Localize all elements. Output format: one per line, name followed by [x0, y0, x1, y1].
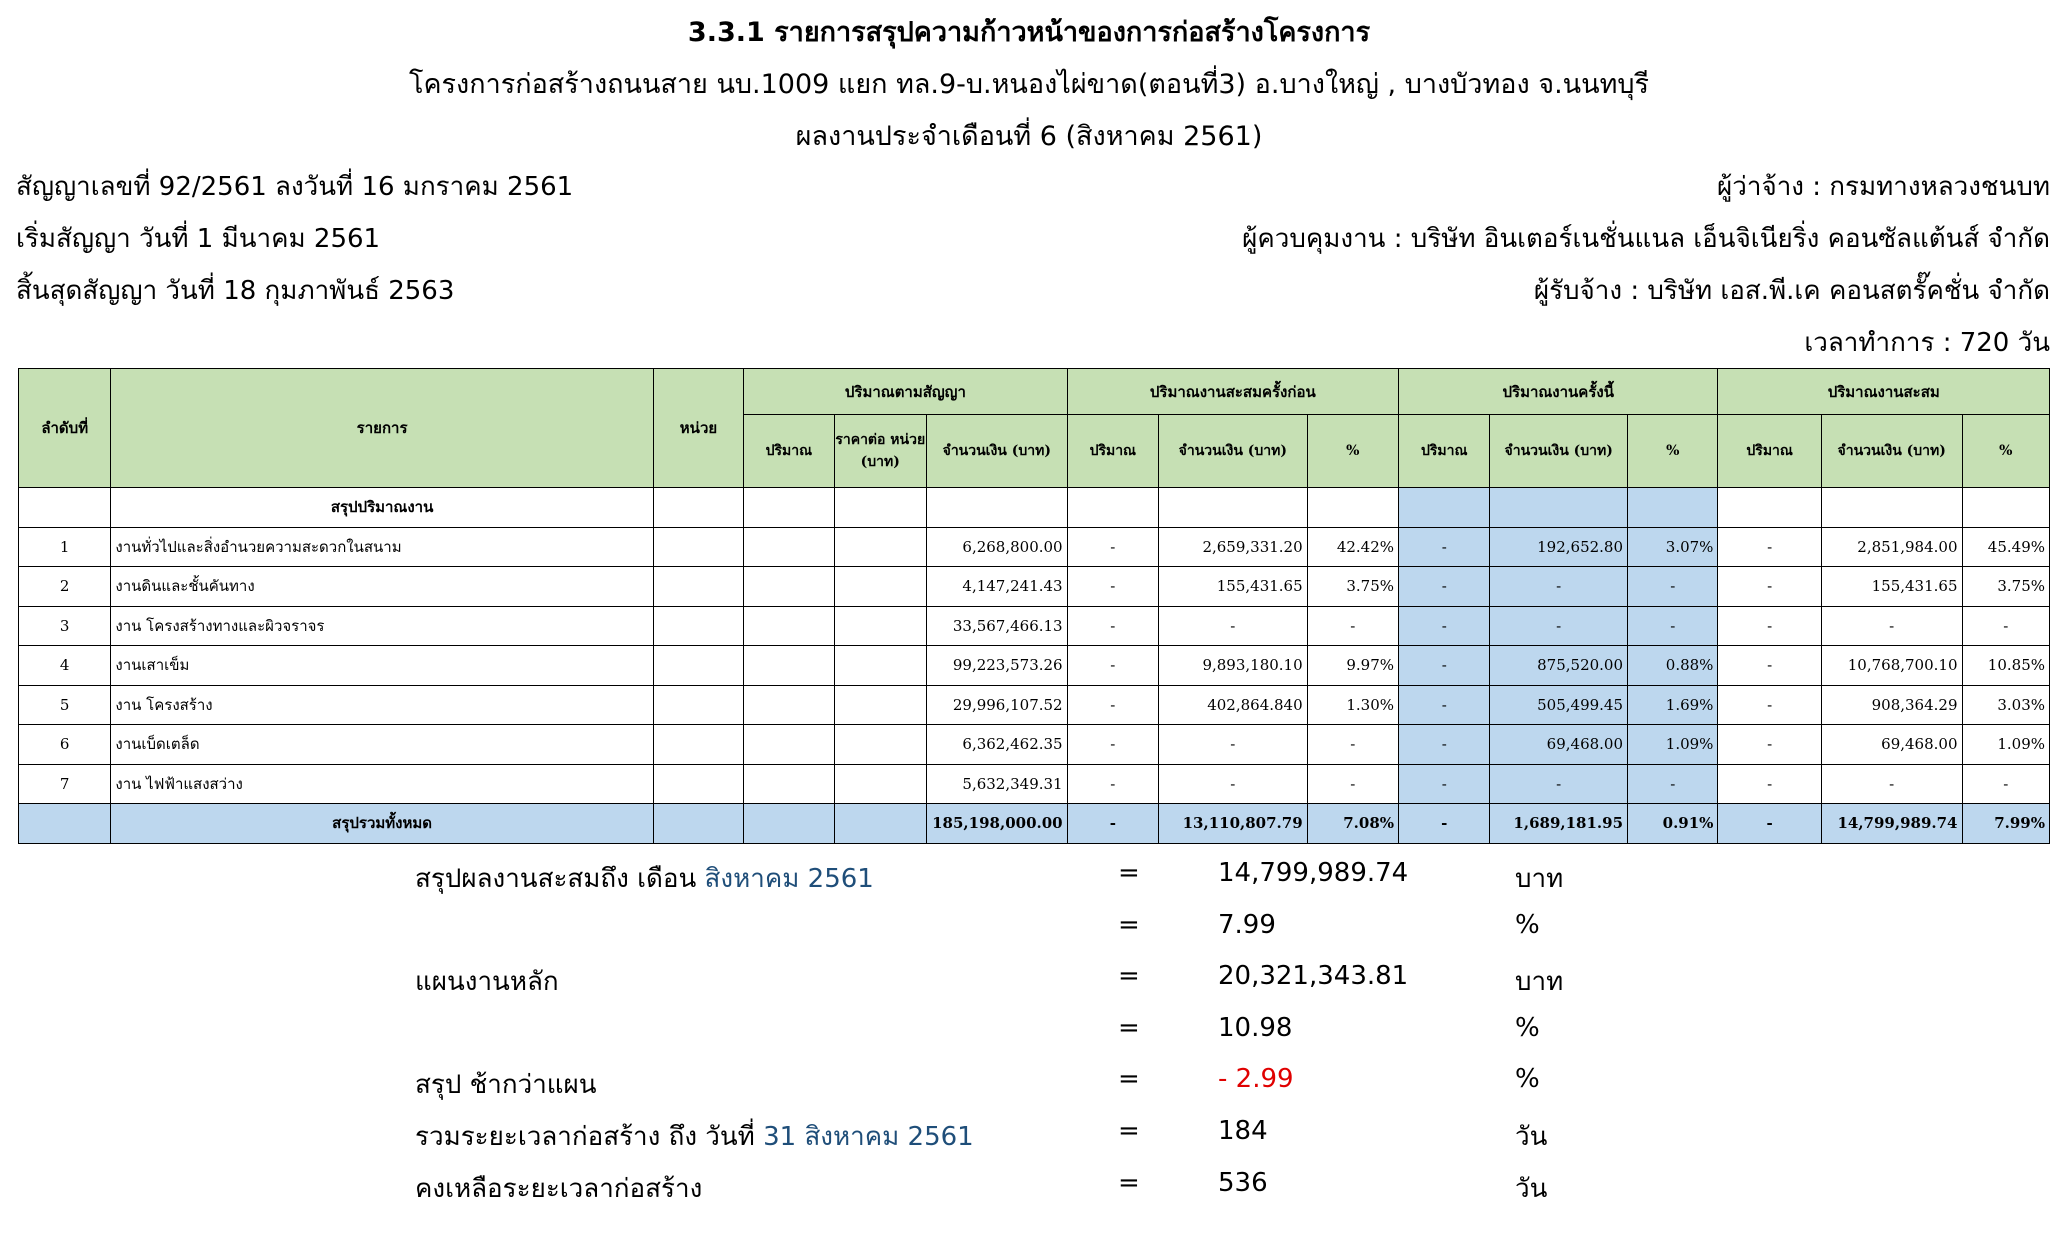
- total-prev-pct: 7.08%: [1307, 804, 1398, 844]
- contract-end: สิ้นสุดสัญญา วันที่ 18 กุมภาพันธ์ 2563: [16, 276, 455, 306]
- unit-day: วัน: [1515, 1122, 1548, 1152]
- header-current-group: ปริมาณงานครั้งนี้: [1399, 369, 1718, 415]
- summary-remaining-label: คงเหลือระยะเวลาก่อสร้าง: [415, 1174, 703, 1204]
- report-period: ผลงานประจำเดือนที่ 6 (สิงหาคม 2561): [795, 121, 1263, 152]
- row-no: 1: [19, 527, 111, 567]
- header-unit-price: ราคาต่อ หน่วย (บาท): [834, 415, 926, 488]
- total-cur-amount: 1,689,181.95: [1490, 804, 1628, 844]
- row-prev-qty: -: [1067, 527, 1158, 567]
- summary-plan-value: 20,321,343.81: [1218, 961, 1409, 991]
- summary-remaining-value: 536: [1218, 1168, 1268, 1198]
- row-prev-amount: -: [1159, 606, 1308, 646]
- row-item: งาน ไฟฟ้าแสงสว่าง: [111, 764, 653, 804]
- row-no: 3: [19, 606, 111, 646]
- row-cum-qty: -: [1718, 725, 1821, 765]
- table-row: [19, 567, 2050, 607]
- working-duration: เวลาทำการ : 720 วัน: [1804, 328, 2050, 358]
- row-cur-amount: -: [1490, 567, 1628, 607]
- total-label: สรุปรวมทั้งหมด: [111, 804, 653, 844]
- total-cum-qty: -: [1718, 804, 1821, 844]
- row-cum-pct: -: [1962, 764, 2050, 804]
- row-cum-qty: -: [1718, 567, 1821, 607]
- header-prev-pct: %: [1307, 415, 1398, 488]
- row-prev-pct: -: [1307, 725, 1398, 765]
- row-prev-qty: -: [1067, 685, 1158, 725]
- table-row: [19, 725, 2050, 765]
- report-title: 3.3.1 รายการสรุปความก้าวหน้าของการก่อสร้างโครงการ: [687, 17, 1371, 48]
- header-prev-qty: ปริมาณ: [1067, 415, 1158, 488]
- summary-diff-value: - 2.99: [1218, 1064, 1294, 1094]
- header-cur-qty: ปริมาณ: [1399, 415, 1490, 488]
- row-prev-amount: 9,893,180.10: [1159, 646, 1308, 686]
- total-prev-amount: 13,110,807.79: [1159, 804, 1308, 844]
- header-item: รายการ: [111, 369, 653, 488]
- row-cur-pct: 1.69%: [1628, 685, 1718, 725]
- row-no: 7: [19, 764, 111, 804]
- row-contract-amount: 33,567,466.13: [926, 606, 1067, 646]
- row-cum-amount: 155,431.65: [1821, 567, 1962, 607]
- row-item: งานเสาเข็ม: [111, 646, 653, 686]
- row-cum-amount: 69,468.00: [1821, 725, 1962, 765]
- row-item: งาน โครงสร้าง: [111, 685, 653, 725]
- row-cum-pct: 45.49%: [1962, 527, 2050, 567]
- supervisor: ผู้ควบคุมงาน : บริษัท อินเตอร์เนชั่นแนล เอ็นจิเนียริ่ง คอนซัลแต้นส์ จำกัด: [1242, 224, 2050, 254]
- row-cur-amount: 505,499.45: [1490, 685, 1628, 725]
- row-cum-pct: 10.85%: [1962, 646, 2050, 686]
- row-prev-amount: -: [1159, 725, 1308, 765]
- unit-pct: %: [1515, 1064, 1540, 1094]
- equals-sign: =: [1118, 961, 1140, 991]
- project-name: โครงการก่อสร้างถนนสาย นบ.1009 แยก ทล.9-บ.หนองไผ่ขาด(ตอนที่3) อ.บางใหญ่ , บางบัวทอง จ.นนทบุรี: [408, 69, 1650, 100]
- row-cur-qty: -: [1399, 764, 1490, 804]
- row-prev-pct: 9.97%: [1307, 646, 1398, 686]
- row-contract-amount: 6,268,800.00: [926, 527, 1067, 567]
- header-prev-amount: จำนวนเงิน (บาท): [1159, 415, 1308, 488]
- row-cur-qty: -: [1399, 527, 1490, 567]
- unit-baht: บาท: [1515, 864, 1564, 894]
- summary-month: สิงหาคม 2561: [704, 864, 874, 894]
- summary-elapsed-value: 184: [1218, 1116, 1268, 1146]
- row-prev-pct: 42.42%: [1307, 527, 1398, 567]
- row-no: 4: [19, 646, 111, 686]
- row-cur-pct: -: [1628, 567, 1718, 607]
- row-prev-qty: -: [1067, 725, 1158, 765]
- table-row: [19, 527, 2050, 567]
- section-label: สรุปปริมาณงาน: [111, 488, 653, 528]
- row-prev-pct: -: [1307, 606, 1398, 646]
- total-contract-amount: 185,198,000.00: [926, 804, 1067, 844]
- row-cur-qty: -: [1399, 567, 1490, 607]
- row-cum-pct: 1.09%: [1962, 725, 2050, 765]
- row-prev-pct: 1.30%: [1307, 685, 1398, 725]
- contract-number: สัญญาเลขที่ 92/2561 ลงวันที่ 16 มกราคม 2561: [16, 172, 574, 202]
- section-row: [19, 488, 2050, 528]
- row-cur-qty: -: [1399, 646, 1490, 686]
- header-cumulative-group: ปริมาณงานสะสม: [1718, 369, 2050, 415]
- row-prev-pct: 3.75%: [1307, 567, 1398, 607]
- total-cum-pct: 7.99%: [1962, 804, 2050, 844]
- row-contract-amount: 99,223,573.26: [926, 646, 1067, 686]
- equals-sign: =: [1118, 1013, 1140, 1043]
- total-cum-amount: 14,799,989.74: [1821, 804, 1962, 844]
- row-prev-amount: 155,431.65: [1159, 567, 1308, 607]
- row-cum-amount: 2,851,984.00: [1821, 527, 1962, 567]
- header-contract-qty: ปริมาณ: [744, 415, 834, 488]
- unit-pct: %: [1515, 910, 1540, 940]
- row-item: งานดินและชั้นคันทาง: [111, 567, 653, 607]
- row-contract-amount: 5,632,349.31: [926, 764, 1067, 804]
- row-prev-amount: 402,864.840: [1159, 685, 1308, 725]
- progress-table: [18, 368, 2050, 844]
- row-cur-amount: -: [1490, 606, 1628, 646]
- unit-pct: %: [1515, 1013, 1540, 1043]
- row-cur-qty: -: [1399, 725, 1490, 765]
- table-row: [19, 606, 2050, 646]
- employer: ผู้ว่าจ้าง : กรมทางหลวงชนบท: [1717, 172, 2050, 202]
- header-cum-qty: ปริมาณ: [1718, 415, 1821, 488]
- row-cum-amount: -: [1821, 606, 1962, 646]
- row-prev-qty: -: [1067, 646, 1158, 686]
- row-cur-pct: 0.88%: [1628, 646, 1718, 686]
- row-cum-qty: -: [1718, 764, 1821, 804]
- summary-cumulative-value: 14,799,989.74: [1218, 858, 1409, 888]
- row-prev-qty: -: [1067, 567, 1158, 607]
- equals-sign: =: [1118, 910, 1140, 940]
- table-row: [19, 764, 2050, 804]
- header-cur-pct: %: [1628, 415, 1718, 488]
- row-prev-qty: -: [1067, 606, 1158, 646]
- header-cum-amount: จำนวนเงิน (บาท): [1821, 415, 1962, 488]
- row-cur-pct: 3.07%: [1628, 527, 1718, 567]
- row-cur-amount: 192,652.80: [1490, 527, 1628, 567]
- summary-plan-label: แผนงานหลัก: [415, 967, 559, 997]
- row-prev-amount: 2,659,331.20: [1159, 527, 1308, 567]
- row-cur-amount: 875,520.00: [1490, 646, 1628, 686]
- row-contract-amount: 29,996,107.52: [926, 685, 1067, 725]
- summary-cumulative-pct-value: 7.99: [1218, 910, 1276, 940]
- row-item: งานเบ็ดเตล็ด: [111, 725, 653, 765]
- row-cum-amount: -: [1821, 764, 1962, 804]
- total-prev-qty: -: [1067, 804, 1158, 844]
- equals-sign: =: [1118, 1168, 1140, 1198]
- table-row: [19, 685, 2050, 725]
- row-contract-amount: 4,147,241.43: [926, 567, 1067, 607]
- row-cum-pct: 3.75%: [1962, 567, 2050, 607]
- header-cur-amount: จำนวนเงิน (บาท): [1490, 415, 1628, 488]
- total-cur-pct: 0.91%: [1628, 804, 1718, 844]
- equals-sign: =: [1118, 1064, 1140, 1094]
- row-cum-amount: 908,364.29: [1821, 685, 1962, 725]
- unit-day: วัน: [1515, 1174, 1548, 1204]
- header-cum-pct: %: [1962, 415, 2050, 488]
- header-prev-group: ปริมาณงานสะสมครั้งก่อน: [1067, 369, 1398, 415]
- table-row: [19, 646, 2050, 686]
- row-cum-amount: 10,768,700.10: [1821, 646, 1962, 686]
- row-no: 2: [19, 567, 111, 607]
- row-prev-pct: -: [1307, 764, 1398, 804]
- row-cum-pct: 3.03%: [1962, 685, 2050, 725]
- total-row: [19, 804, 2050, 844]
- row-cur-amount: -: [1490, 764, 1628, 804]
- header-unit: หน่วย: [653, 369, 743, 488]
- summary-diff-label: สรุป ช้ากว่าแผน: [415, 1070, 597, 1100]
- row-cur-amount: 69,468.00: [1490, 725, 1628, 765]
- row-cum-qty: -: [1718, 646, 1821, 686]
- row-no: 6: [19, 725, 111, 765]
- row-no: 5: [19, 685, 111, 725]
- row-cum-qty: -: [1718, 685, 1821, 725]
- row-cur-pct: -: [1628, 764, 1718, 804]
- row-cum-pct: -: [1962, 606, 2050, 646]
- header-contract-amount: จำนวนเงิน (บาท): [926, 415, 1067, 488]
- equals-sign: =: [1118, 1116, 1140, 1146]
- row-contract-amount: 6,362,462.35: [926, 725, 1067, 765]
- row-prev-amount: -: [1159, 764, 1308, 804]
- row-cum-qty: -: [1718, 606, 1821, 646]
- total-cur-qty: -: [1399, 804, 1490, 844]
- summary-elapsed-label: รวมระยะเวลาก่อสร้าง ถึง วันที่ 31 สิงหาคม 2561: [415, 1122, 974, 1152]
- contractor: ผู้รับจ้าง : บริษัท เอส.พี.เค คอนสตรั๊คชั่น จำกัด: [1533, 276, 2050, 306]
- row-prev-qty: -: [1067, 764, 1158, 804]
- equals-sign: =: [1118, 858, 1140, 888]
- row-cur-pct: 1.09%: [1628, 725, 1718, 765]
- summary-plan-pct-value: 10.98: [1218, 1013, 1293, 1043]
- row-item: งานทั่วไปและสิ่งอำนวยความสะดวกในสนาม: [111, 527, 653, 567]
- row-item: งาน โครงสร้างทางและผิวจราจร: [111, 606, 653, 646]
- unit-baht: บาท: [1515, 967, 1564, 997]
- header-no: ลำดับที่: [19, 369, 111, 488]
- header-contract-group: ปริมาณตามสัญญา: [744, 369, 1067, 415]
- summary-cumulative-label: สรุปผลงานสะสมถึง เดือน สิงหาคม 2561: [415, 864, 874, 894]
- row-cur-qty: -: [1399, 685, 1490, 725]
- row-cum-qty: -: [1718, 527, 1821, 567]
- row-cur-pct: -: [1628, 606, 1718, 646]
- row-cur-qty: -: [1399, 606, 1490, 646]
- summary-elapsed-date: 31 สิงหาคม 2561: [763, 1122, 974, 1152]
- contract-start: เริ่มสัญญา วันที่ 1 มีนาคม 2561: [16, 224, 381, 254]
